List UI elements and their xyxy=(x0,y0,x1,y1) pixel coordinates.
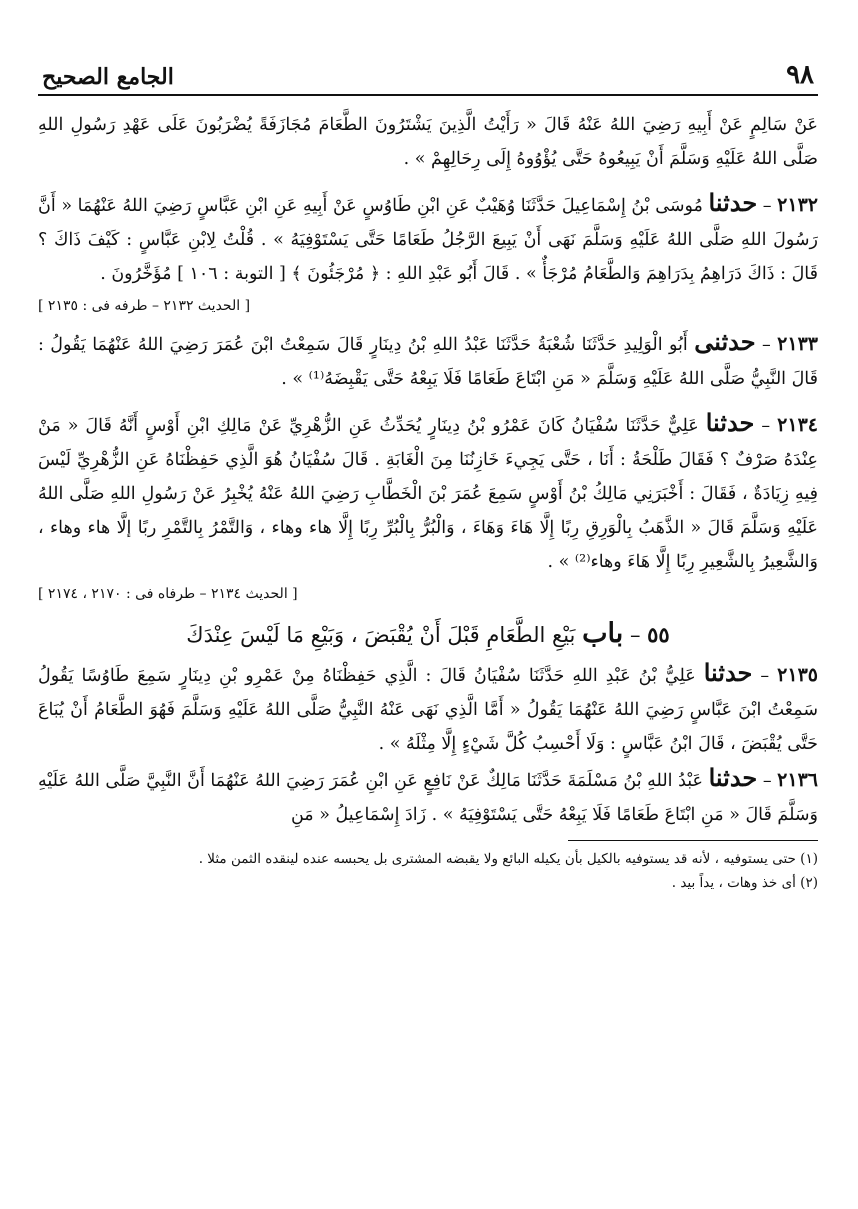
hadith-text: عَلِيٌّ حَدَّثَنَا سُفْيَانُ كَانَ عَمْرُو بْنُ دِينَارٍ يُحَدِّثُ عَنِ الزُّهْرِيِّ عَنْ مَالِكِ ابْنِ أَوْسٍ أَنَّهُ قَالَ « مَنْ عِنْدَهُ صَرْفٌ ؟ فَقَالَ طَلْحَةُ : أَنَا ، حَتَّى يَجِيءَ خَازِنُنَا مِنَ الْغَابَةِ . قَالَ سُفْيَانُ هُوَ الَّذِي حَفِظْنَاهُ عَنِ الزُّهْرِيِّ لَيْسَ فِيهِ زِيَادَةٌ ، فَقَالَ : أَخْبَرَنِي مَالِكُ بْنُ أَوْسٍ سَمِعَ عُمَرَ بْنَ الْخَطَّابِ رَضِيَ اللهُ عَنْهُ يُخْبِرُ عَنْ رَسُولِ اللهِ صَلَّى اللهُ عَلَيْهِ وَسَلَّمَ قَالَ « الذَّهَبُ بِالْوَرِقِ رِبًا إِلَّا هَاءَ وَهَاءَ ، وَالْبُرُّ بِالْبُرِّ رِبًا إِلَّا هاء وهاء ، وَالتَّمْرُ بِالتَّمْرِ ربًا إلَّا هاء وهاء ، وَالشَّعِيرُ بِالشَّعِيرِ رِبًا إِلَّا هَاءَ وهاء⁽²⁾ » . xyxy=(38,416,818,572)
hadith-text: عَلِيُّ بْنُ عَبْدِ اللهِ حَدَّثَنَا سُفْيَانُ قَالَ : الَّذِي حَفِظْنَاهُ مِنْ عَمْرِو بْنِ دِينَارٍ سَمِعَ طَاوُسًا يَقُولُ سَمِعْتُ ابْنَ عَبَّاسٍ رَضِيَ اللهُ عَنْهُمَا يَقُولُ « أَمَّا الَّذِي نَهَى عَنْهُ النَّبِيُّ صَلَّى اللهُ عَلَيْهِ وَسَلَّمَ فَهُوَ الطَّعَامُ أَنْ يُبَاعَ حَتَّى يُقْبَضَ ، قَالَ ابْنُ عَبَّاسٍ : وَلَا أَحْسِبُ كُلَّ شَيْءٍ إِلَّا مِثْلَهُ » . xyxy=(38,666,818,754)
page-header xyxy=(38,50,818,96)
hadith-reference: [ الحديث ٢١٣٤ – طرفاه فى : ٢١٧٠ ، ٢١٧٤ ] xyxy=(38,586,298,602)
hadith-number: ٢١٣٦ xyxy=(777,769,818,791)
intro-paragraph: عَنْ سَالِمٍ عَنْ أَبِيهِ رَضِيَ اللهُ عَنْهُ قَالَ « رَأَيْتُ الَّذِينَ يَشْتَرُونَ الطَّعَامَ مُجَازَفَةً يُضْرَبُونَ عَلَى عَهْدِ رَسُولِ اللهِ صَلَّى اللهُ عَلَيْهِ وَسَلَّمَ أَنْ يَبِيعُوهُ حَتَّى يُؤْوُوهُ إِلَى رِحَالِهِمْ » . xyxy=(38,115,818,169)
haddatha-word: حدثنى xyxy=(694,327,756,356)
chapter-word: باب xyxy=(582,618,624,649)
hadith-text: عَبْدُ اللهِ بْنُ مَسْلَمَةَ حَدَّثَنَا مَالِكٌ عَنْ نَافِعٍ عَنِ ابْنِ عُمَرَ رَضِيَ اللهُ عَنْهُمَا أَنَّ النَّبِيَّ صَلَّى اللهُ عَلَيْهِ وَسَلَّمَ قَالَ « مَنِ ابْتَاعَ طَعَامًا فَلَا يَبِعْهُ حَتَّى يَسْتَوْفِيَهُ » . زَادَ إِسْمَاعِيلُ « مَنِ xyxy=(38,771,818,825)
book-page xyxy=(38,50,818,895)
hadith-2133: ٢١٣٣ – حدثنى أَبُو الْوَلِيدِ حَدَّثَنَا شُعْبَةُ حَدَّثَنَا عَبْدُ اللهِ بْنُ دِينَارٍ قَالَ سَمِعْتُ ابْنَ عُمَرَ رَضِيَ اللهُ عَنْهُمَا يَقُولُ : قَالَ النَّبِيُّ صَلَّى اللهُ عَلَيْهِ وَسَلَّمَ « مَنِ ابْتَاعَ طَعَامًا فَلَا يَبِعْهُ حَتَّى يَقْبِضَهُ⁽¹⁾ » . xyxy=(38,327,818,389)
book-title: الجامع الصحيح xyxy=(42,64,174,90)
hadith-2135: ٢١٣٥ – حدثنا عَلِيُّ بْنُ عَبْدِ اللهِ حَدَّثَنَا سُفْيَانُ قَالَ : الَّذِي حَفِظْنَاهُ مِنْ عَمْرِو بْنِ دِينَارٍ سَمِعَ طَاوُسًا يَقُولُ سَمِعْتُ ابْنَ عَبَّاسٍ رَضِيَ اللهُ عَنْهُمَا يَقُولُ « أَمَّا الَّذِي نَهَى عَنْهُ النَّبِيُّ صَلَّى اللهُ عَلَيْهِ وَسَلَّمَ فَهُوَ الطَّعَامُ أَنْ يُبَاعَ حَتَّى يُقْبَضَ ، قَالَ ابْنُ عَبَّاسٍ : وَلَا أَحْسِبُ كُلَّ شَيْءٍ إِلَّا مِثْلَهُ » . xyxy=(38,658,818,754)
haddatha-word: حدثنا xyxy=(708,763,758,792)
hadith-number: ٢١٣٢ xyxy=(777,194,818,216)
hadith-2136: ٢١٣٦ – حدثنا عَبْدُ اللهِ بْنُ مَسْلَمَةَ حَدَّثَنَا مَالِكٌ عَنْ نَافِعٍ عَنِ ابْنِ عُمَرَ رَضِيَ اللهُ عَنْهُمَا أَنَّ النَّبِيَّ صَلَّى اللهُ عَلَيْهِ وَسَلَّمَ قَالَ « مَنِ ابْتَاعَ طَعَامًا فَلَا يَبِعْهُ حَتَّى يَسْتَوْفِيَهُ » . زَادَ إِسْمَاعِيلُ « مَنِ xyxy=(38,763,818,825)
chapter-title: بَيْعِ الطَّعَامِ قَبْلَ أَنْ يُقْبَضَ ، وَبَيْعِ مَا لَيْسَ عِنْدَكَ xyxy=(186,623,576,647)
hadith-number: ٢١٣٣ xyxy=(777,333,818,355)
hadith-text: أَبُو الْوَلِيدِ حَدَّثَنَا شُعْبَةُ حَدَّثَنَا عَبْدُ اللهِ بْنُ دِينَارٍ قَالَ سَمِعْتُ ابْنَ عُمَرَ رَضِيَ اللهُ عَنْهُمَا يَقُولُ : قَالَ النَّبِيُّ صَلَّى اللهُ عَلَيْهِ وَسَلَّمَ « مَنِ ابْتَاعَ طَعَامًا فَلَا يَبِعْهُ حَتَّى يَقْبِضَهُ⁽¹⁾ » . xyxy=(38,335,818,389)
hadith-2134: ٢١٣٤ – حدثنا عَلِيٌّ حَدَّثَنَا سُفْيَانُ كَانَ عَمْرُو بْنُ دِينَارٍ يُحَدِّثُ عَنِ الزُّهْرِيِّ عَنْ مَالِكِ ابْنِ أَوْسٍ أَنَّهُ قَالَ « مَنْ عِنْدَهُ صَرْفٌ ؟ فَقَالَ طَلْحَةُ : أَنَا ، حَتَّى يَجِيءَ خَازِنُنَا مِنَ الْغَابَةِ . قَالَ سُفْيَانُ هُوَ الَّذِي حَفِظْنَاهُ عَنِ الزُّهْرِيِّ لَيْسَ فِيهِ زِيَادَةٌ ، فَقَالَ : أَخْبَرَنِي مَالِكُ بْنُ أَوْسٍ سَمِعَ عُمَرَ بْنَ الْخَطَّابِ رَضِيَ اللهُ عَنْهُ يُخْبِرُ عَنْ رَسُولِ اللهِ صَلَّى اللهُ عَلَيْهِ وَسَلَّمَ قَالَ « الذَّهَبُ بِالْوَرِقِ رِبًا إِلَّا هَاءَ وَهَاءَ ، وَالْبُرُّ بِالْبُرِّ رِبًا إِلَّا هاء وهاء ، وَالتَّمْرُ بِالتَّمْرِ ربًا إلَّا هاء وهاء ، وَالشَّعِيرُ بِالشَّعِيرِ رِبًا إِلَّا هَاءَ وهاء⁽²⁾ » . xyxy=(38,408,818,572)
haddatha-word: حدثنا xyxy=(703,658,753,687)
page-body xyxy=(38,108,818,895)
chapter-heading: ٥٥ – باب بَيْعِ الطَّعَامِ قَبْلَ أَنْ يُقْبَضَ ، وَبَيْعِ مَا لَيْسَ عِنْدَكَ xyxy=(186,618,670,649)
haddatha-word: حدثنا xyxy=(708,188,758,217)
chapter-number: ٥٥ xyxy=(647,622,670,647)
footnote-2: (٢) أى خذ وهات ، يداً بيد . xyxy=(671,875,818,891)
page-number: ٩٨ xyxy=(786,60,814,90)
hadith-text: مُوسَى بْنُ إِسْمَاعِيلَ حَدَّثَنَا وُهَيْبٌ عَنِ ابْنِ طَاوُسٍ عَنْ أَبِيهِ عَنِ ابْنِ عَبَّاسٍ رَضِيَ اللهُ عَنْهُمَا « أَنَّ رَسُولَ اللهِ صَلَّى اللهُ عَلَيْهِ وَسَلَّمَ نَهَى أَنْ يَبِيعَ الرَّجُلُ طَعَامًا حَتَّى يَسْتَوْفِيَهُ » . قُلْتُ لِابْنِ عَبَّاسٍ : كَيْفَ ذَاكَ ؟ قَالَ : ذَاكَ دَرَاهِمُ بِدَرَاهِمَ وَالطَّعَامُ مُرْجَأٌ » . قَالَ أَبُو عَبْدِ اللهِ : ﴿ مُرْجَئُونَ ﴾ [ التوبة : ١٠٦ ] مُؤَخَّرُونَ . xyxy=(38,196,818,284)
footnote-1: (١) حتى يستوفيه ، لأنه قد يستوفيه بالكيل بأن يكيله البائع ولا يقبضه المشترى بل يحبسه عنده لينقده الثمن مثلا . xyxy=(198,851,818,867)
hadith-2132: ٢١٣٢ – حدثنا مُوسَى بْنُ إِسْمَاعِيلَ حَدَّثَنَا وُهَيْبٌ عَنِ ابْنِ طَاوُسٍ عَنْ أَبِيهِ عَنِ ابْنِ عَبَّاسٍ رَضِيَ اللهُ عَنْهُمَا « أَنَّ رَسُولَ اللهِ صَلَّى اللهُ عَلَيْهِ وَسَلَّمَ نَهَى أَنْ يَبِيعَ الرَّجُلُ طَعَامًا حَتَّى يَسْتَوْفِيَهُ » . قُلْتُ لِابْنِ عَبَّاسٍ : كَيْفَ ذَاكَ ؟ قَالَ : ذَاكَ دَرَاهِمُ بِدَرَاهِمَ وَالطَّعَامُ مُرْجَأٌ » . قَالَ أَبُو عَبْدِ اللهِ : ﴿ مُرْجَئُونَ ﴾ [ التوبة : ١٠٦ ] مُؤَخَّرُونَ . xyxy=(38,188,818,284)
footnote-divider xyxy=(568,840,818,841)
footnotes xyxy=(38,847,818,895)
haddatha-word: حدثنا xyxy=(705,408,755,437)
hadith-reference: [ الحديث ٢١٣٢ – طرفه فى : ٢١٣٥ ] xyxy=(38,298,251,314)
hadith-number: ٢١٣٤ xyxy=(777,414,818,436)
hadith-number: ٢١٣٥ xyxy=(777,664,818,686)
